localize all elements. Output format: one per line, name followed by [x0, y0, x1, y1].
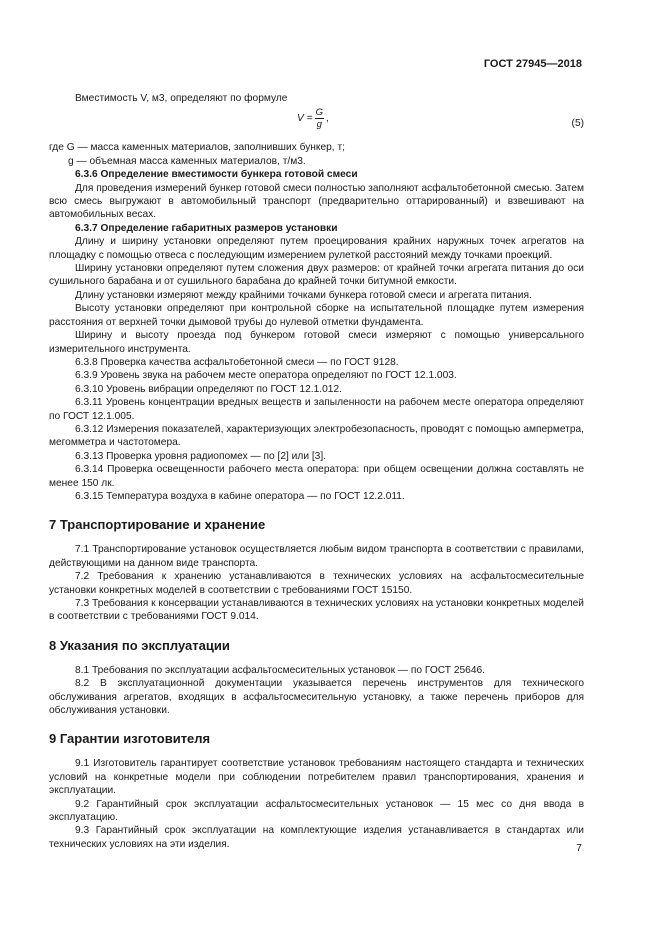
subsection-heading-636: 6.3.6 Определение вместимости бункера готовой смеси: [75, 169, 358, 181]
item-6310: 6.3.10 Уровень вибрации определяют по ГОСТ 12.1.012.: [75, 383, 342, 395]
capacity-intro: Вместимость V, м3, определяют по формуле: [75, 93, 288, 104]
paragraph-637-1: Длину и ширину установки определяют путем проецирования крайних наружных точек агрегатов на площадку с помощью отвеса с последующим измерением рулеткой расстояний между точками проекций.: [49, 236, 584, 261]
formula-fraction: [315, 107, 324, 130]
page-number: 7: [576, 842, 582, 854]
paragraph-8-2: 8.2 В эксплуатационной документации указывается перечень инструментов для технического обслуживания агрегатов, входящих в асфальтосмесительную установку, а также перечень приборов для обслуживания установки.: [49, 678, 584, 717]
paragraph-7-1: 7.1 Транспортирование установок осуществляется любым видом транспорта в соответствии с правилами, действующими на данном виде транспорта.: [49, 544, 584, 569]
item-6315: 6.3.15 Температура воздуха в кабине оператора — по ГОСТ 12.2.011.: [75, 490, 405, 502]
formula-block: [49, 105, 584, 141]
equation-number: (5): [571, 118, 584, 130]
paragraph-8-1: 8.1 Требования по эксплуатации асфальтосмесительных установок — по ГОСТ 25646.: [75, 664, 486, 676]
paragraph-7-2: 7.2 Требования к хранению устанавливаются в технических условиях на асфальтосмесительные установки конкретных моделей в соответствии с требованиями ГОСТ 15150.: [49, 571, 584, 596]
formula-tail: ,: [325, 113, 329, 125]
where-line-1: где G — масса каменных материалов, заполнивших бункер, т;: [49, 142, 345, 154]
section-9-title: 9 Гарантии изготовителя: [49, 731, 211, 747]
paragraph-7-3: 7.3 Требования к консервации устанавливаются в технических условиях на установки конкретных моделей в соответствии с требованиями ГОСТ 9.014.: [49, 598, 584, 623]
section-8-title: 8 Указания по эксплуатации: [49, 637, 230, 653]
formula-denominator: g: [316, 119, 322, 131]
paragraph-637-5: Ширину и высоту проезда под бункером готовой смеси измеряют с помощью универсального измерительного инструмента.: [49, 330, 584, 355]
formula-lhs: V =: [297, 113, 313, 125]
item-6314: 6.3.14 Проверка освещенности рабочего места оператора: при общем освещении должна составлять не менее 150 лк.: [49, 464, 584, 489]
formula: [297, 107, 329, 130]
item-6311: 6.3.11 Уровень концентрации вредных веществ и запыленности на рабочем месте оператора определяют по ГОСТ 12.1.005.: [49, 397, 584, 422]
paragraph-9-2: 9.2 Гарантийный срок эксплуатации асфальтосмесительных установок — 15 мес со дня ввода в эксплуатацию.: [49, 798, 584, 824]
item-6312: 6.3.12 Измерения показателей, характеризующих электробезопасность, проводят с помощью амперметра, мегомметра и частотомера.: [49, 423, 584, 449]
paragraph-637-4: Высоту установки определяют при контрольной сборке на испытательной площадке путем измерения расстояния от верхней точки дымовой трубы до нулевой отметки фундамента.: [49, 303, 584, 328]
page-content: [49, 92, 584, 851]
item-6313: 6.3.13 Проверка уровня радиопомех — по [2] или [3].: [75, 450, 326, 462]
paragraph-636-1: Для проведения измерений бункер готовой смеси полностью заполняют асфальтобетонной смесью. Затем всю смесь выгружают в автомобильный транспорт (предварительно оттарированный) и взвешивают на автомобильных весах.: [49, 182, 584, 221]
where-line-2: g — объемная масса каменных материалов, т/м3.: [68, 155, 306, 167]
item-638: 6.3.8 Проверка качества асфальтобетонной смеси — по ГОСТ 9128.: [75, 356, 399, 368]
document-code-header: ГОСТ 27945—2018: [483, 58, 582, 70]
section-7-title: 7 Транспортирование и хранение: [49, 517, 266, 533]
subsection-heading-637: 6.3.7 Определение габаритных размеров установки: [75, 222, 338, 234]
formula-numerator: G: [315, 107, 323, 119]
paragraph-637-2: Ширину установки определяют путем сложения двух размеров: от крайней точки агрегата питания до оси сушильного барабана и от сушильного барабана до крайней точки битумной емкости.: [49, 263, 584, 288]
item-639: 6.3.9 Уровень звука на рабочем месте оператора определяют по ГОСТ 12.1.003.: [75, 370, 457, 382]
paragraph-9-1: 9.1 Изготовитель гарантирует соответствие установок требованиям настоящего стандарта и технических условий на конкретные модели при соблюдении потребителем правил транспортирования, хранения и эксплуатации.: [49, 758, 584, 797]
paragraph-637-3: Длину установки измеряют между крайними точками бункера готовой смеси и агрегата питания.: [75, 289, 532, 301]
paragraph-9-3: 9.3 Гарантийный срок эксплуатации на комплектующие изделия устанавливается в стандартах или технических условиях на эти изделия.: [49, 825, 584, 850]
